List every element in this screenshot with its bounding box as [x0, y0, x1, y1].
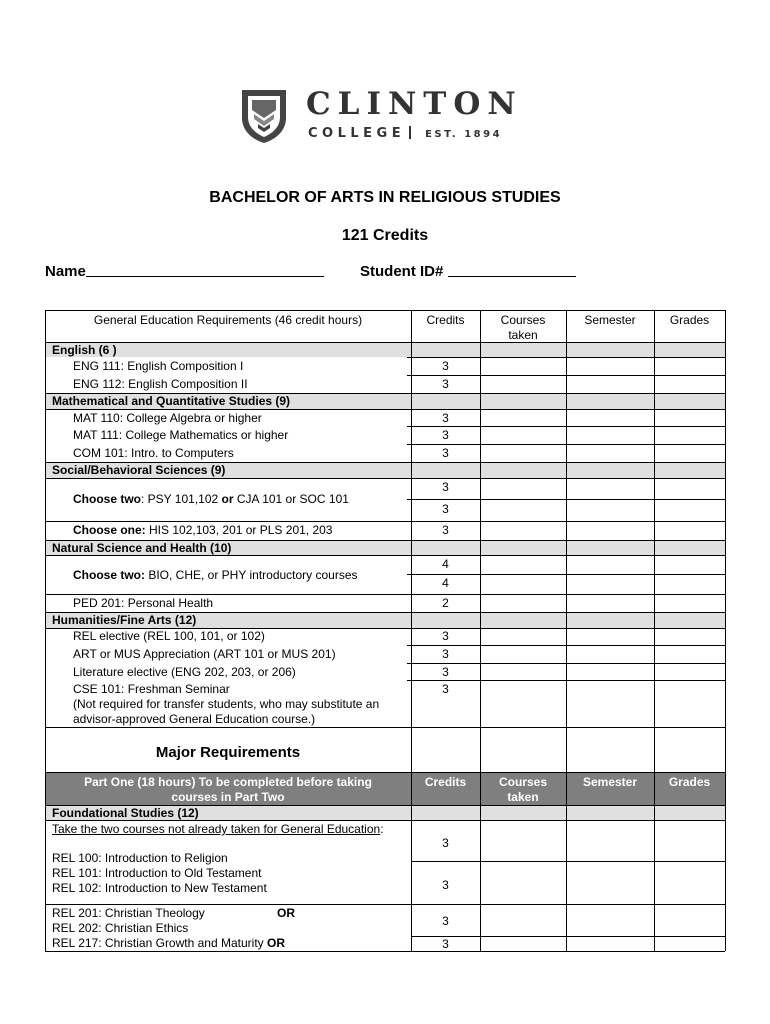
- credits-science-1: 4: [442, 557, 449, 571]
- credits-eng111: 3: [442, 359, 449, 373]
- name-line[interactable]: [86, 262, 324, 277]
- course-lit-elective: Literature elective (ENG 202, 203, or 206): [73, 665, 296, 679]
- course-eng111: ENG 111: English Composition I: [73, 359, 244, 373]
- social-choose-one: [73, 523, 332, 537]
- row-line: [45, 820, 725, 821]
- category-math: Mathematical and Quantitative Studies (9): [52, 394, 291, 408]
- foundational-instruction: [52, 822, 384, 836]
- logo-college: COLLEGE: [308, 126, 406, 141]
- logo-name: CLINTON: [306, 86, 523, 122]
- course-rel201: REL 201: Christian Theology: [52, 906, 205, 920]
- credits-mat110: 3: [442, 411, 449, 425]
- credits-art-mus: 3: [442, 647, 449, 661]
- course-com101: COM 101: Intro. to Computers: [73, 446, 234, 460]
- row-line: [411, 861, 725, 862]
- shield-icon: [240, 88, 288, 144]
- course-mat110: MAT 110: College Algebra or higher: [73, 411, 262, 425]
- row-line: [45, 555, 725, 556]
- credits-foundational-2: 3: [442, 878, 449, 892]
- course-rel102: REL 102: Introduction to New Testament: [52, 881, 267, 895]
- credits-science-2: 4: [442, 576, 449, 590]
- course-eng112: ENG 112: English Composition II: [73, 377, 248, 391]
- instruction-colon: :: [380, 822, 384, 836]
- instruction-text: Take the two courses not already taken for General Education: [52, 822, 381, 836]
- category-social: Social/Behavioral Sciences (9): [52, 463, 226, 477]
- category-science: Natural Science and Health (10): [52, 541, 232, 555]
- choose-two-text-b: CJA 101 or SOC 101: [233, 492, 349, 506]
- credits-ped201: 2: [442, 596, 449, 610]
- row-line: [45, 342, 725, 343]
- course-cse101: CSE 101: Freshman Seminar: [73, 682, 230, 696]
- course-rel101: REL 101: Introduction to Old Testament: [52, 866, 262, 880]
- row-line: [45, 409, 725, 410]
- student-id-label: Student ID#: [360, 263, 444, 280]
- row-line: [45, 951, 725, 952]
- category-humanities: Humanities/Fine Arts (12): [52, 613, 197, 627]
- college-logo: [240, 86, 540, 146]
- category-english: English (6 ): [52, 343, 117, 357]
- science-choose-label: Choose two:: [73, 568, 145, 582]
- course-rel100: REL 100: Introduction to Religion: [52, 851, 228, 865]
- rel217-text: REL 217: Christian Growth and Maturity: [52, 936, 267, 950]
- choose-one-label: Choose one:: [73, 523, 146, 537]
- credits-cse101: 3: [442, 682, 449, 696]
- col-credits-header: Credits: [426, 313, 465, 327]
- student-id-field[interactable]: [360, 262, 576, 280]
- part-one-header: [45, 775, 411, 805]
- science-choose-text: BIO, CHE, or PHY introductory courses: [145, 568, 358, 582]
- choose-two-or: or: [221, 492, 234, 506]
- col-line: [725, 310, 726, 951]
- credits-mat111: 3: [442, 428, 449, 442]
- course-rel202: REL 202: Christian Ethics: [52, 921, 189, 935]
- cse101-note-2: advisor-approved General Education course.): [73, 712, 316, 726]
- credits-foundational-1: 3: [442, 836, 449, 850]
- row-line: [45, 478, 725, 479]
- part-one-col-semester: Semester: [582, 775, 638, 789]
- col-line: [566, 310, 567, 951]
- row-line: [45, 594, 725, 595]
- credits-rel217: 3: [442, 937, 449, 951]
- row-line: [45, 521, 725, 522]
- credits-lit-elective: 3: [442, 665, 449, 679]
- credits-eng112: 3: [442, 377, 449, 391]
- part-one-col-credits: Credits: [424, 775, 467, 789]
- page-title: BACHELOR OF ARTS IN RELIGIOUS STUDIES: [209, 189, 561, 206]
- course-mat111: MAT 111: College Mathematics or higher: [73, 428, 289, 442]
- or-label-2: OR: [266, 936, 285, 950]
- course-rel217: [52, 936, 285, 950]
- row-line: [45, 727, 725, 728]
- social-choose-two: [73, 492, 349, 506]
- col-courses-header: Courses taken: [500, 313, 546, 342]
- logo-separator: [409, 126, 411, 139]
- category-band: [45, 342, 725, 357]
- credits-social-2: 3: [442, 502, 449, 516]
- credits-rel201: 3: [442, 914, 449, 928]
- category-foundational: Foundational Studies (12): [52, 806, 199, 820]
- name-label: Name: [45, 263, 86, 280]
- name-field[interactable]: [45, 262, 324, 280]
- course-rel-elective: REL elective (REL 100, 101, or 102): [73, 629, 265, 643]
- part-one-col-courses: Courses taken: [498, 775, 548, 804]
- logo-subtitle: [308, 126, 502, 141]
- cse101-note-1: (Not required for transfer students, who may substitute an: [73, 697, 380, 711]
- row-line: [45, 904, 725, 905]
- credits-social-1: 3: [442, 480, 449, 494]
- logo-est: EST. 1894: [425, 129, 503, 140]
- col-line: [480, 310, 481, 951]
- choose-two-text-a: : PSY 101,102: [141, 492, 222, 506]
- course-art-mus: ART or MUS Appreciation (ART 101 or MUS 201): [73, 647, 336, 661]
- credits-rel-elective: 3: [442, 629, 449, 643]
- requirements-table: [45, 310, 725, 951]
- major-requirements-title: Major Requirements: [155, 744, 301, 761]
- science-choose-two: [73, 568, 358, 582]
- col-semester-header: Semester: [584, 313, 636, 327]
- row-line: [45, 310, 725, 311]
- or-label-1: OR: [277, 906, 295, 920]
- credits-social-3: 3: [442, 523, 449, 537]
- col-line: [45, 310, 46, 951]
- choose-one-text: HIS 102,103, 201 or PLS 201, 203: [145, 523, 333, 537]
- part-one-col-grades: Grades: [668, 775, 711, 789]
- col-grades-header: Grades: [669, 313, 710, 327]
- part-one-line-2: courses in Part Two: [171, 790, 285, 804]
- course-ped201: PED 201: Personal Health: [73, 596, 214, 610]
- student-id-line[interactable]: [448, 262, 576, 277]
- total-credits: 121 Credits: [341, 227, 429, 244]
- col-line: [654, 310, 655, 951]
- part-one-line-1: Part One (18 hours) To be completed before taking: [84, 775, 372, 789]
- credits-com101: 3: [442, 446, 449, 460]
- choose-two-label: Choose two: [73, 492, 141, 506]
- gen-ed-header: General Education Requirements (46 credit hours): [93, 313, 363, 327]
- row-line: [45, 772, 725, 773]
